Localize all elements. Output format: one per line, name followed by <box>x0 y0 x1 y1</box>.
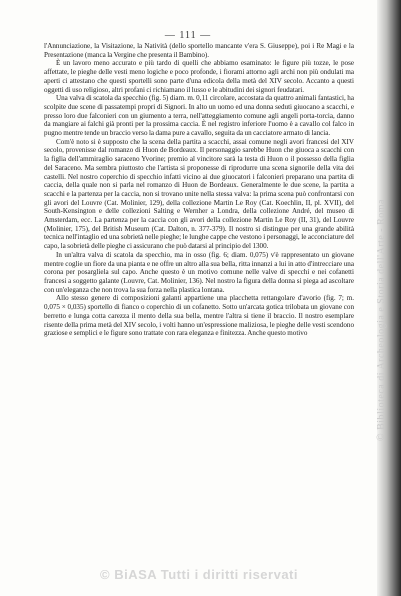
paragraph-2: È un lavoro meno accurato e più tardo di quelli che abbiamo esaminato: le figure più tozze, le pose affettate, le pieghe delle vesti meno logiche e poco profonde, i fiorami attorno agli archi non più ondulati ma aperti ci attestano che questi sportelli sono parte d'una edicola della metà del XIV secolo. Accanto a questi oggetti di uso religioso, altri profani ci richiamano il lusso e le abitudini dei signori feudatari. <box>44 59 354 94</box>
paragraph-6: Allo stesso genere di composizioni galanti appartiene una placchetta rettangolare d'avorio (fig. 7; m. 0,075 × 0,035) sportello di fianco o coperchio di un cofanetto. Sotto un'arcata gotica trilobata un giovane con berretto e lunga cotta carezza il mento della sua bella, mentre l'altra si tiene il braccio. Il nostro esemplare risente della prima metà del XIV secolo, i volti hanno un'espressione maliziosa, le pieghe delle vesti scendono graziose e semplici e le figure sono trattate con rara eleganza e finitezza. Anche questo motivo <box>44 294 354 338</box>
paragraph-3: Una valva di scatola da specchio (fig. 5) diam. m. 0,11 circolare, accostata da quattro animali fantastici, ha scolpite due scene di passatempi propri di Signori. In alto un uomo ed una donna seduti giuocano a scacchi, e presso loro due falconieri con un giumento a terra, nell'atteggiamento comune agli angeli porta-torcia, danno da mangiare ai falchi già pronti per la prossima caccia. È nel registro inferiore l'uomo è a cavallo col falco in pugno mentre tende un braccio verso la dama pure a cavallo, seguita da un cacciatore armato di lancia. <box>44 94 354 138</box>
copyright-footer: © BiASA Tutti i diritti riservati <box>100 567 298 582</box>
paragraph-1: l'Annunciazione, la Visitazione, la Natività (dello sportello mancante v'era S. Giuseppe), poi i Re Magi e la Presentazione (manca la Vergine che presenta il Bambino). <box>44 42 354 59</box>
side-watermark: © Biblioteca di Archeologia e Storia dell'Arte - Roma <box>376 199 387 441</box>
paragraph-5: In un'altra valva di scatola da specchio, ma in osso (fig. 6; diam. 0,075) v'è rappresentato un giovane mentre coglie un fiore da una pianta e ne offre un altro alla sua bella, ritta innanzi a lui in atto d'intrecciare una corona per posargliela sul capo. Anche questo è un motivo comune nelle valve di specchi e nei cofanetti francesi a soggetto galante (Louvre, Cat. Molinier, 136). Nel nostro la figura della donna si piega ad ascoltare con un'eleganza che non trova la sua forza nella plastica lontana. <box>44 250 354 294</box>
paragraph-4: Com'è noto si è supposto che la scena della partita a scacchi, assai comune negli avori francesi del XIV secolo, provenisse dal romanzo di Huon de Bordeaux. Il personaggio sarebbe Huon che giuoca a scacchi con la figlia dell'ammiraglio saraceno Yvorine; premio al vincitore sarà la testa di Huon o il possesso della figlia del Saraceno. Ma sembra piuttosto che l'artista si proponesse di riprodurre una scena signorile della vita dei castelli. Nel nostro coperchio di specchio infatti vicino ai due giuocatori i falconieri preparano una partita di caccia, della quale non si parla nel romanzo di Huon de Bordeaux. Generalmente le due scene, la partita a scacchi e la partenza per la caccia, non si trovano unite nella stessa valva: la prima scena può confrontarsi con gli avori del Louvre (Cat. Molinier, 129), della collezione Martin Le Roy (Cat. Koechlin, II, pl. XVII), del South-Kensington e delle collezioni Salting e Wernher a Londra, della collezione André, del museo di Amsterdam, ecc. La partenza per la caccia con gli avori della collezione Martin Le Roy (II, 31), del Louvre (Molinier, 175), del British Museum (Cat. Dalton, n. 377-379). Il nostro si distingue per una grande abilità tecnica nell'intaglio ed una sobrietà nelle pieghe; le lunghe cappe che vestono i personaggi, le acconciature del capo, la sobrietà delle pieghe ci assicurano che può datarsi al principio del 1300. <box>44 137 354 251</box>
body-text <box>44 42 354 338</box>
page-number: — 111 — <box>164 30 212 41</box>
